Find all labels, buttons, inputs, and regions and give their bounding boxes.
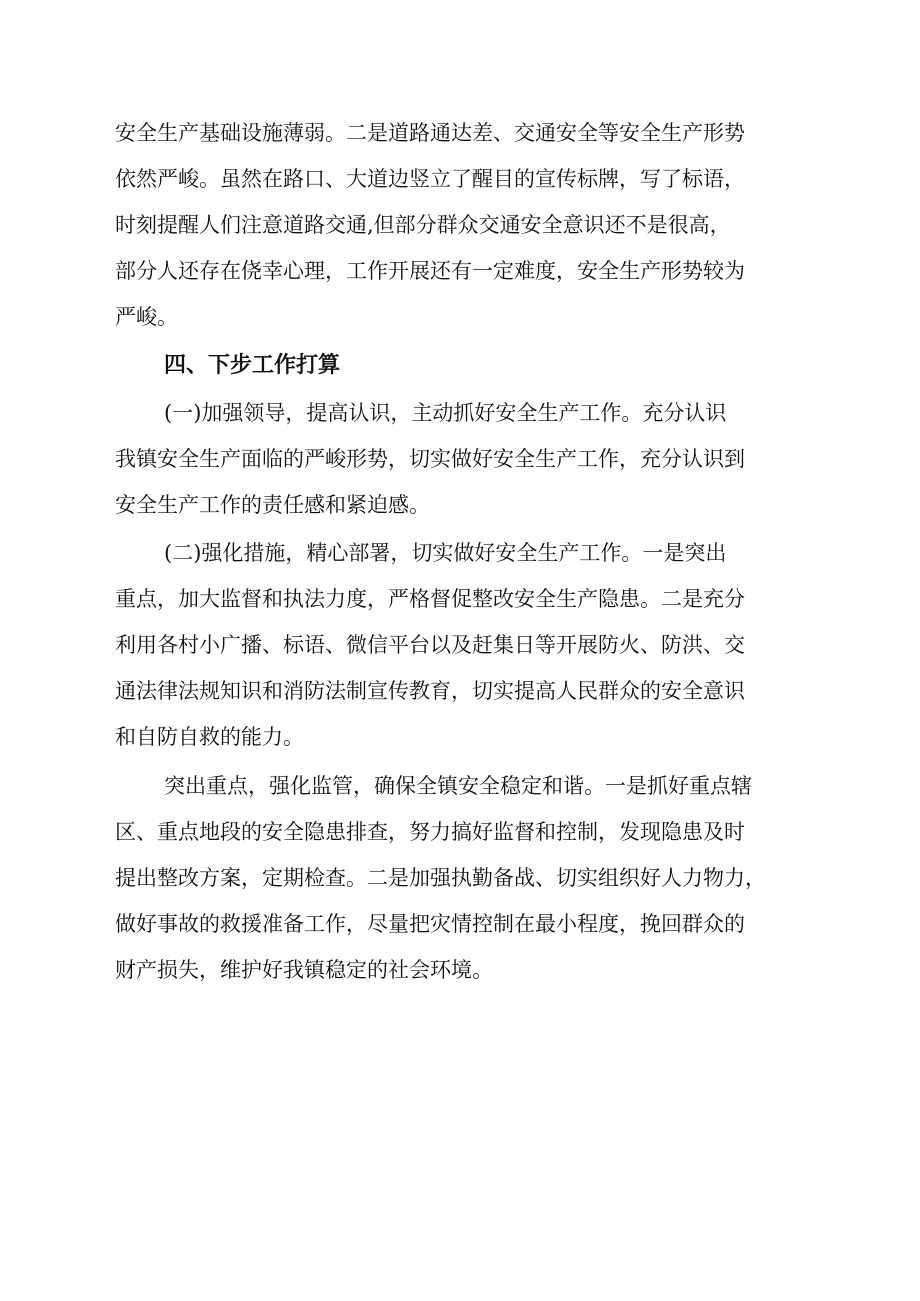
paragraph-line: 突出重点，强化监管，确保全镇安全稳定和谐。一是抓好重点辖 xyxy=(164,774,752,798)
paragraph-line: (二)强化措施，精心部署，切实做好安全生产工作。一是突出 xyxy=(164,541,727,565)
paragraph-line: 我镇安全生产面临的严峻形势，切实做好安全生产工作，充分认识到 xyxy=(115,447,745,471)
paragraph-line: 财产损失，维护好我镇稳定的社会环境。 xyxy=(115,958,493,982)
paragraph-line: 时刻提醒人们注意道路交通,但部分群众交通安全意识还不是很高， xyxy=(115,213,731,237)
paragraph-line: (一)加强领导，提高认识，主动抓好安全生产工作。充分认识 xyxy=(164,401,727,425)
paragraph-line: 安全生产基础设施薄弱。二是道路通达差、交通安全等安全生产形势 xyxy=(115,121,745,145)
paragraph-line: 严峻。 xyxy=(115,305,178,329)
paragraph-line: 部分人还存在侥幸心理，工作开展还有一定难度，安全生产形势较为 xyxy=(115,259,745,283)
paragraph-line: 做好事故的救援准备工作，尽量把灾情控制在最小程度，挽回群众的 xyxy=(115,912,745,936)
paragraph-line: 提出整改方案，定期检查。二是加强执勤备战、切实组织好人力物力， xyxy=(115,866,766,890)
paragraph-line: 依然严峻。虽然在路口、大道边竖立了醒目的宣传标牌，写了标语， xyxy=(115,167,745,191)
paragraph-line: 重点，加大监督和执法力度，严格督促整改安全生产隐患。二是充分 xyxy=(115,587,745,611)
paragraph-line: 安全生产工作的责任感和紧迫感。 xyxy=(115,493,430,517)
section-heading: 四、下步工作打算 xyxy=(164,353,341,378)
paragraph-line: 区、重点地段的安全隐患排查，努力搞好监督和控制，发现隐患及时 xyxy=(115,820,745,844)
paragraph-line: 和自防自救的能力。 xyxy=(115,725,304,749)
paragraph-line: 利用各村小广播、标语、微信平台以及赶集日等开展防火、防洪、交 xyxy=(115,633,745,657)
paragraph-line: 通法律法规知识和消防法制宣传教育，切实提高人民群众的安全意识 xyxy=(115,679,745,703)
